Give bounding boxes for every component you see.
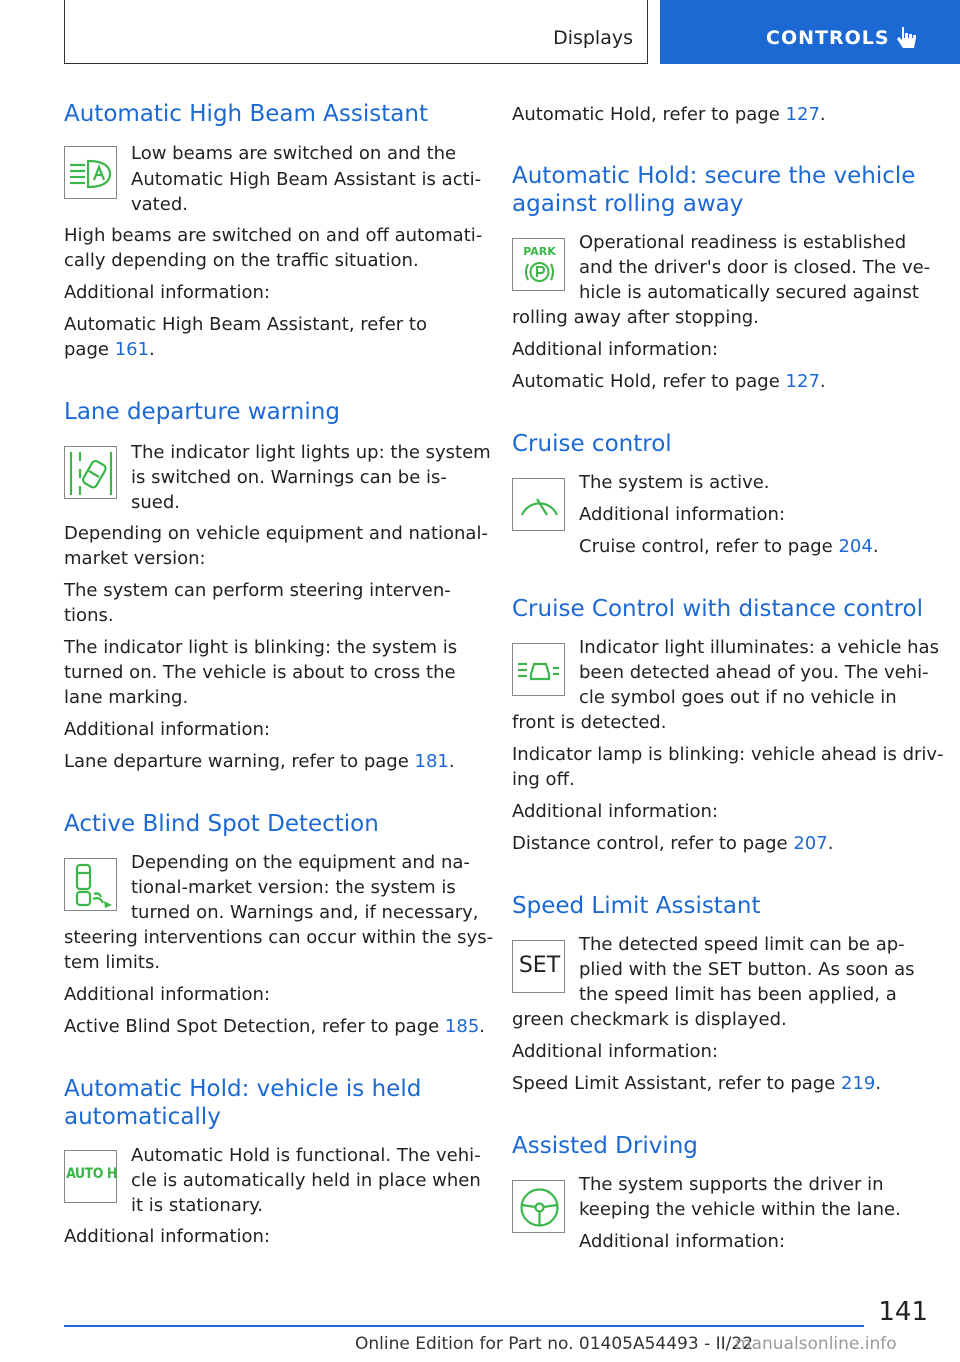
ldw-additional-info: Additional information: [64,719,271,740]
ccd-ref: Distance control, refer to page 207. [512,833,834,854]
ahh-ref: Automatic Hold, refer to page 127. [512,104,826,125]
ldw-text-2: is switched on. Warnings can be is‐ [131,467,447,488]
cruise-control-indicator [512,478,565,531]
ldw-para-3b: turned on. The vehicle is about to cross the [64,662,456,683]
ad-text-1: The system supports the driver in [579,1174,884,1195]
hba-para-1b: cally depending on the traffic situation. [64,250,419,271]
ccd-text-1: Indicator light illuminates: a vehicle has [579,637,939,658]
heading-automatic-hold-held-2: automatically [64,1104,221,1130]
heading-automatic-hold-secure-2: against rolling away [512,191,744,217]
absd-text-5: tem limits. [64,952,161,973]
ahh-text-1: Automatic Hold is functional. The vehi‐ [131,1145,481,1166]
lane-departure-indicator [64,446,117,499]
ldw-para-2b: tions. [64,605,114,626]
ldw-ref: Lane departure warning, refer to page 181. [64,751,455,772]
distance-control-indicator [512,643,565,696]
hba-ref-prefix: page [64,339,115,360]
header-section-box [64,0,648,64]
page-number: 141 [878,1297,928,1327]
speed-limit-indicator [512,940,565,993]
heading-cruise-distance-control: Cruise Control with distance control [512,596,923,622]
ccd-page-link[interactable]: 207 [793,833,828,854]
absd-ref-prefix: Active Blind Spot Detection, refer to page [64,1016,445,1037]
hba-text-3: vated. [131,194,188,215]
ahs-additional-info: Additional information: [512,339,719,360]
absd-text-3: turned on. Warnings and, if necessary, [131,902,479,923]
watermark: manualsonline.info [735,1334,897,1354]
ldw-para-1b: market version: [64,548,206,569]
section-title: Displays [553,27,633,49]
ldw-para-3a: The indicator light is blinking: the system is [64,637,458,658]
parking-brake-icon [513,239,566,292]
heading-cruise-control: Cruise control [512,431,672,457]
heading-speed-limit-assistant: Speed Limit Assistant [512,893,761,919]
chapter-label: CONTROLS [766,27,890,49]
ldw-para-1a: Depending on vehicle equipment and national- [64,523,488,544]
ahh-page-link[interactable]: 127 [785,104,820,125]
ahs-page-link[interactable]: 127 [785,371,820,392]
blind-spot-indicator [64,858,117,911]
ccd-text-4: front is detected. [512,712,667,733]
absd-text-1: Depending on the equipment and na‐ [131,852,470,873]
heading-automatic-hold-held-1: Automatic Hold: vehicle is held [64,1076,422,1102]
park-label: PARK [523,245,556,258]
heading-lane-departure-warning: Lane departure warning [64,399,340,425]
ad-text-2: keeping the vehicle within the lane. [579,1199,901,1220]
ahs-text-4: rolling away after stopping. [512,307,759,328]
heading-assisted-driving: Assisted Driving [512,1133,698,1159]
ccd-text-2: been detected ahead of you. The vehi‐ [579,662,929,683]
sla-ref-prefix: Speed Limit Assistant, refer to page [512,1073,842,1094]
hba-additional-info: Additional information: [64,282,271,303]
sla-ref: Speed Limit Assistant, refer to page 219. [512,1073,882,1094]
ahh-ref-prefix: Automatic Hold, refer to page [512,104,786,125]
sla-text-4: green checkmark is displayed. [512,1009,787,1030]
heading-high-beam-assistant: Automatic High Beam Assistant [64,101,428,127]
lane-departure-icon [65,447,118,500]
set-icon: SET [518,953,561,978]
blind-spot-icon [65,859,118,912]
hba-text-2: Automatic High Beam Assistant is acti‐ [131,169,482,190]
ldw-para-2a: The system can perform steering interven‐ [64,580,451,601]
heading-automatic-hold-secure-1: Automatic Hold: secure the vehicle [512,163,916,189]
hba-ref-1: Automatic High Beam Assistant, refer to [64,314,427,335]
ad-additional-info: Additional information: [579,1231,786,1252]
heading-blind-spot-detection: Active Blind Spot Detection [64,811,379,837]
absd-page-link[interactable]: 185 [444,1016,480,1037]
cc-page-link[interactable]: 204 [838,536,873,557]
sla-page-link[interactable]: 219 [841,1073,876,1094]
hba-page-link[interactable]: 161 [114,339,150,360]
ccd-text-3: cle symbol goes out if no vehicle in [579,687,897,708]
hba-text-1: Low beams are switched on and the [131,143,457,164]
assisted-driving-indicator [512,1180,565,1233]
ahh-additional-info: Additional information: [64,1226,271,1247]
cc-ref: Cruise control, refer to page 204. [579,536,879,557]
absd-additional-info: Additional information: [64,984,271,1005]
ahs-ref: Automatic Hold, refer to page 127. [512,371,826,392]
absd-text-4: steering interventions can occur within the sys‐ [64,927,494,948]
sla-additional-info: Additional information: [512,1041,719,1062]
sla-text-3: the speed limit has been applied, a [579,984,897,1005]
ccd-para-1a: Indicator lamp is blinking: vehicle ahead is driv‐ [512,744,944,765]
footer-divider [64,1325,864,1327]
ahs-text-2: and the driver's door is closed. The ve‐ [579,257,931,278]
hba-para-1a: High beams are switched on and off automati‐ [64,225,483,246]
ccd-additional-info: Additional information: [512,801,719,822]
absd-text-2: tional-market version: the system is [131,877,456,898]
ldw-ref-prefix: Lane departure warning, refer to page [64,751,415,772]
high-beam-auto-icon [65,147,118,200]
cc-additional-info: Additional information: [579,504,786,525]
ccd-ref-prefix: Distance control, refer to page [512,833,794,854]
auto-hold-icon: AUTO H [66,1166,117,1182]
ldw-text-1: The indicator light lights up: the system [131,442,491,463]
ldw-text-3: sued. [131,492,181,513]
auto-hold-indicator [64,1150,117,1203]
absd-ref: Active Blind Spot Detection, refer to page 185. [64,1016,486,1037]
park-indicator [512,238,565,291]
high-beam-assistant-indicator [64,146,117,199]
ahs-text-3: hicle is automatically secured against [579,282,919,303]
ahs-ref-prefix: Automatic Hold, refer to page [512,371,786,392]
chapter-tab[interactable] [660,0,960,64]
speedometer-icon [513,479,566,532]
ldw-para-3c: lane marking. [64,687,189,708]
ccd-para-1b: ing off. [512,769,575,790]
sla-text-1: The detected speed limit can be ap‐ [579,934,905,955]
cc-text-1: The system is active. [579,472,770,493]
vehicle-ahead-icon [513,644,566,697]
ahh-text-3: it is stationary. [131,1195,264,1216]
ahs-text-1: Operational readiness is established [579,232,907,253]
steering-wheel-icon [513,1181,566,1234]
cc-ref-prefix: Cruise control, refer to page [579,536,839,557]
pointing-hand-icon [896,26,918,52]
sla-text-2: plied with the SET button. As soon as [579,959,915,980]
ahh-text-2: cle is automatically held in place when [131,1170,481,1191]
hba-ref-2: page 161. [64,339,155,360]
edition-text: Online Edition for Part no. 01405A54493 - II/22 [355,1334,754,1354]
ldw-page-link[interactable]: 181 [414,751,449,772]
